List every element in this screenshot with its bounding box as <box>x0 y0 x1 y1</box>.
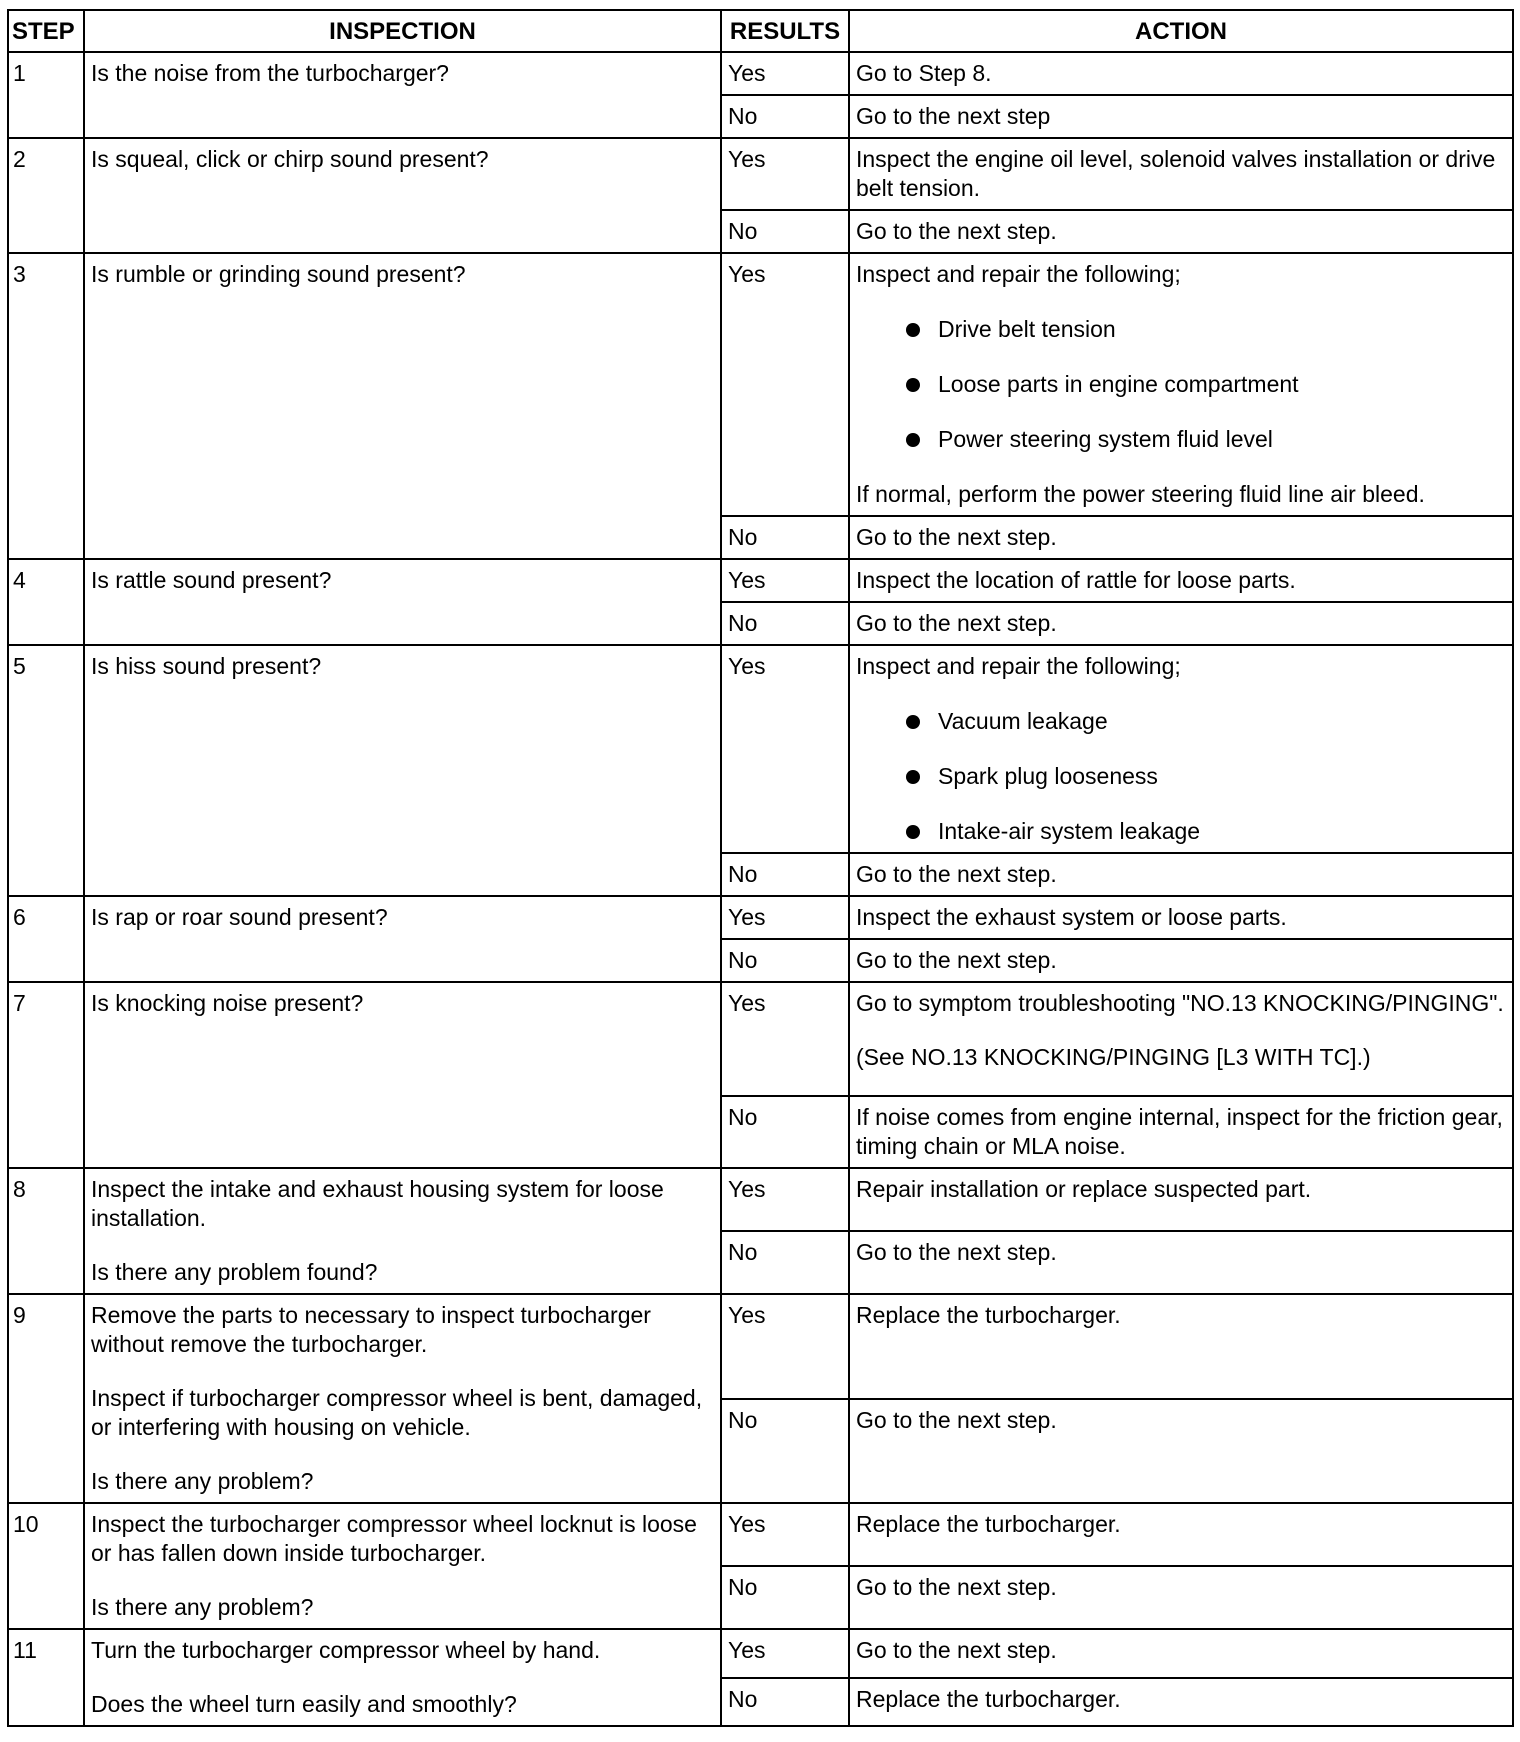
inspection-text: Inspect if turbocharger compressor wheel is bent, damaged, or interfering with housing on vehicle. <box>91 1385 703 1440</box>
action-cell <box>849 1096 1513 1168</box>
action-cell <box>849 95 1513 138</box>
action-bullet-item: Loose parts in engine compartment <box>856 370 1506 399</box>
action-cell <box>849 253 1513 516</box>
action-text: Go to the next step. <box>856 218 1057 244</box>
inspection-text: Is squeal, click or chirp sound present? <box>91 146 489 172</box>
action-cell <box>849 559 1513 602</box>
inspection-cell <box>84 1294 721 1503</box>
action-text: Inspect the location of rattle for loose parts. <box>856 567 1296 593</box>
action-bullet-list <box>856 315 1506 454</box>
action-cell <box>849 138 1513 210</box>
result-cell: Yes <box>721 253 849 516</box>
result-cell: Yes <box>721 138 849 210</box>
troubleshooting-table <box>7 9 1514 1727</box>
result-cell: No <box>721 210 849 253</box>
inspection-text: Is rumble or grinding sound present? <box>91 261 466 287</box>
action-bullet-list <box>856 707 1506 846</box>
table-row <box>8 1294 1513 1399</box>
action-text: Replace the turbocharger. <box>856 1511 1121 1537</box>
action-bullet-item: Power steering system fluid level <box>856 425 1506 454</box>
action-cell <box>849 1678 1513 1727</box>
result-cell: No <box>721 95 849 138</box>
header-action: ACTION <box>849 10 1513 52</box>
step-number: 8 <box>8 1168 84 1294</box>
result-cell: No <box>721 853 849 896</box>
inspection-cell <box>84 559 721 645</box>
action-cell <box>849 602 1513 645</box>
table-row <box>8 1629 1513 1678</box>
action-text: Go to the next step. <box>856 947 1057 973</box>
action-cell <box>849 1566 1513 1629</box>
table-row <box>8 559 1513 602</box>
inspection-text: Remove the parts to necessary to inspect turbocharger without remove the turbocharger. <box>91 1302 651 1357</box>
table-row <box>8 253 1513 516</box>
result-cell: Yes <box>721 982 849 1096</box>
inspection-cell <box>84 138 721 253</box>
result-cell: Yes <box>721 52 849 95</box>
inspection-text: Is there any problem? <box>91 1468 314 1494</box>
step-number: 2 <box>8 138 84 253</box>
result-cell: No <box>721 939 849 982</box>
table-row <box>8 645 1513 853</box>
step-number: 3 <box>8 253 84 559</box>
action-cell <box>849 896 1513 939</box>
action-cell <box>849 52 1513 95</box>
action-text: Go to the next step. <box>856 861 1057 887</box>
action-cell <box>849 645 1513 853</box>
step-number: 9 <box>8 1294 84 1503</box>
step-number: 11 <box>8 1629 84 1726</box>
action-note: If normal, perform the power steering fluid line air bleed. <box>856 481 1425 507</box>
result-cell: Yes <box>721 645 849 853</box>
header-step: STEP <box>8 10 84 52</box>
inspection-text: Inspect the turbocharger compressor wheel locknut is loose or has fallen down inside turbocharger. <box>91 1511 697 1566</box>
action-cell <box>849 939 1513 982</box>
table-row <box>8 52 1513 95</box>
action-text: Go to the next step. <box>856 524 1057 550</box>
header-inspection: INSPECTION <box>84 10 721 52</box>
action-cell <box>849 1629 1513 1678</box>
action-text: Go to the next step. <box>856 1406 1057 1433</box>
result-cell: Yes <box>721 1503 849 1566</box>
action-bullet-item: Intake-air system leakage <box>856 817 1506 846</box>
step-number: 6 <box>8 896 84 982</box>
result-cell: Yes <box>721 1168 849 1231</box>
action-text: Inspect and repair the following; <box>856 261 1181 287</box>
inspection-text: Is rap or roar sound present? <box>91 904 388 930</box>
action-text: Replace the turbocharger. <box>856 1302 1121 1328</box>
result-cell: Yes <box>721 896 849 939</box>
step-number: 10 <box>8 1503 84 1629</box>
inspection-text: Does the wheel turn easily and smoothly? <box>91 1691 517 1717</box>
header-row <box>8 10 1513 52</box>
table-row <box>8 1168 1513 1231</box>
action-bullet-item: Drive belt tension <box>856 315 1506 344</box>
action-text: If noise comes from engine internal, inspect for the friction gear, timing chain or MLA noise. <box>856 1104 1503 1159</box>
inspection-text: Inspect the intake and exhaust housing system for loose installation. <box>91 1176 664 1231</box>
table-row <box>8 982 1513 1096</box>
action-cell <box>849 853 1513 896</box>
action-text: Go to the next step <box>856 103 1051 129</box>
inspection-cell <box>84 982 721 1168</box>
inspection-text: Is the noise from the turbocharger? <box>91 60 449 86</box>
header-results: RESULTS <box>721 10 849 52</box>
inspection-cell <box>84 645 721 896</box>
action-text: Replace the turbocharger. <box>856 1685 1121 1712</box>
result-cell: No <box>721 1399 849 1504</box>
step-number: 5 <box>8 645 84 896</box>
step-number: 4 <box>8 559 84 645</box>
table-body <box>8 52 1513 1726</box>
action-bullet-item: Vacuum leakage <box>856 707 1506 736</box>
action-cell <box>849 982 1513 1096</box>
action-text: Inspect and repair the following; <box>856 653 1181 679</box>
table-row <box>8 896 1513 939</box>
action-bullet-item: Spark plug looseness <box>856 762 1506 791</box>
action-cell <box>849 1503 1513 1566</box>
result-cell: Yes <box>721 1294 849 1399</box>
action-cell <box>849 210 1513 253</box>
action-cell <box>849 1231 1513 1294</box>
action-cell <box>849 516 1513 559</box>
action-cell <box>849 1399 1513 1504</box>
inspection-cell <box>84 52 721 138</box>
action-text: Go to the next step. <box>856 1239 1057 1265</box>
inspection-text: Is there any problem found? <box>91 1259 378 1285</box>
result-cell: No <box>721 1231 849 1294</box>
result-cell: No <box>721 1566 849 1629</box>
result-cell: Yes <box>721 1629 849 1678</box>
action-text: Go to the next step. <box>856 1637 1057 1663</box>
action-text: Inspect the exhaust system or loose parts. <box>856 904 1287 930</box>
action-cell <box>849 1168 1513 1231</box>
result-cell: Yes <box>721 559 849 602</box>
action-text: Go to the next step. <box>856 1574 1057 1600</box>
action-cell <box>849 1294 1513 1399</box>
step-number: 1 <box>8 52 84 138</box>
step-number: 7 <box>8 982 84 1168</box>
action-text: Go to Step 8. <box>856 60 992 86</box>
action-text: Go to the next step. <box>856 610 1057 636</box>
inspection-cell <box>84 1629 721 1726</box>
inspection-text: Is knocking noise present? <box>91 990 364 1016</box>
inspection-text: Is there any problem? <box>91 1594 314 1620</box>
inspection-cell <box>84 1168 721 1294</box>
action-text: Go to symptom troubleshooting "NO.13 KNOCKING/PINGING". <box>856 990 1504 1016</box>
table-row <box>8 1503 1513 1566</box>
result-cell: No <box>721 516 849 559</box>
action-text: (See NO.13 KNOCKING/PINGING [L3 WITH TC].) <box>856 1044 1371 1070</box>
result-cell: No <box>721 1096 849 1168</box>
action-text: Inspect the engine oil level, solenoid valves installation or drive belt tension. <box>856 146 1496 201</box>
inspection-text: Is rattle sound present? <box>91 567 332 593</box>
table-row <box>8 138 1513 210</box>
inspection-cell <box>84 896 721 982</box>
inspection-text: Is hiss sound present? <box>91 653 322 679</box>
inspection-text: Turn the turbocharger compressor wheel by hand. <box>91 1637 601 1663</box>
result-cell: No <box>721 1678 849 1727</box>
result-cell: No <box>721 602 849 645</box>
inspection-cell <box>84 1503 721 1629</box>
action-text: Repair installation or replace suspected part. <box>856 1176 1312 1202</box>
inspection-cell <box>84 253 721 559</box>
